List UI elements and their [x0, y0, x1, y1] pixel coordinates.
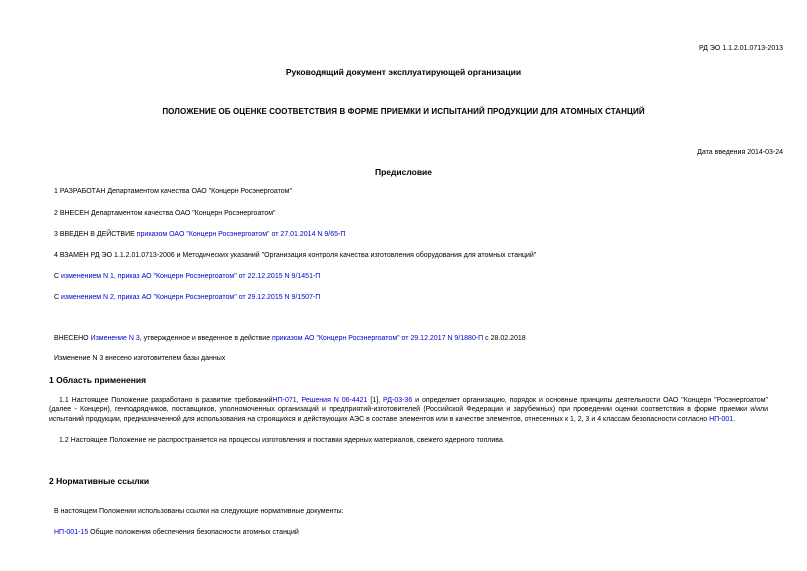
- preface-item-replaces: 4 ВЗАМЕН РД ЭО 1.1.2.01.0713-2006 и Методических указаний "Организация контроля качества изготовления оборудования для атомных станций": [54, 252, 537, 259]
- change-1-prefix: С: [54, 273, 61, 280]
- p1-text-a: 1.1 Настоящее Положение разработано в развитие требований: [59, 397, 273, 404]
- enactment-order-link[interactable]: приказом ОАО "Концерн Росэнергоатом" от 27.01.2014 N 9/65-П: [136, 231, 346, 238]
- change-1-link[interactable]: изменением N 1, приказ АО "Концерн Росэнергоатом" от 22.12.2015 N 9/1451-П: [61, 273, 321, 280]
- document-code: РД ЭО 1.1.2.01.0713-2013: [698, 45, 783, 52]
- preface-heading: Предисловие: [374, 167, 433, 177]
- introduction-date: Дата введения 2014-03-24: [697, 149, 783, 156]
- np-001-15-title: Общие положения обеспечения безопасности атомных станций: [88, 529, 299, 536]
- section-2-intro: В настоящем Положении использованы ссылки на следующие нормативные документы:: [54, 508, 344, 515]
- np-071-link[interactable]: НП-071: [272, 397, 297, 404]
- p1-separator: ,: [296, 397, 302, 404]
- section-1-paragraph-2: 1.2 Настоящее Положение не распространяется на процессы изготовления и поставки ядерных материалов, свежего ядерного топлива.: [59, 437, 505, 444]
- p1-text-b: [1],: [367, 397, 384, 404]
- change-2-prefix: С: [54, 294, 61, 301]
- np-001-15-link[interactable]: НП-001-15: [54, 529, 89, 536]
- change-3-prefix: ВНЕСЕНО: [54, 335, 91, 342]
- change-3-link[interactable]: Изменение N 3: [90, 335, 140, 342]
- change-3-note: Изменение N 3 внесено изготовителем базы данных: [54, 355, 226, 362]
- preface-item-submitted: 2 ВНЕСЕН Департаментом качества ОАО "Концерн Росэнергоатом": [54, 210, 276, 217]
- np-001-link[interactable]: НП-001: [709, 415, 734, 423]
- change-2-link[interactable]: изменением N 2, приказ АО "Концерн Росэнергоатом" от 29.12.2015 N 9/1507-П: [61, 294, 321, 301]
- preface-item-enacted-label: 3 ВВЕДЕН В ДЕЙСТВИЕ: [54, 231, 137, 238]
- document-main-title: ПОЛОЖЕНИЕ ОБ ОЦЕНКЕ СООТВЕТСТВИЯ В ФОРМЕ ПРИЕМКИ И ИСПЫТАНИЙ ПРОДУКЦИИ ДЛЯ АТОМНЫХ СТАНЦИЙ: [162, 107, 645, 116]
- change-1-line: [54, 272, 320, 281]
- change-3-order-link[interactable]: приказом АО "Концерн Росэнергоатом" от 29.12.2017 N 9/1880-П: [272, 335, 484, 342]
- section-2-heading: 2 Нормативные ссылки: [49, 476, 150, 486]
- change-3-line: [54, 334, 526, 343]
- p1-text-d: .: [733, 415, 736, 423]
- decision-06-4421-link[interactable]: Решения N 06-4421: [301, 397, 368, 404]
- reference-np-001-15: [54, 528, 299, 537]
- organization-document-title: Руководящий документ эксплуатирующей организации: [285, 67, 522, 77]
- p1-text-c: и определяет организацию, порядок и основные принципы деятельности ОАО "Концерн "Росэнергоатом" (далее - Концерн), генподрядчиков, поставщиков, уполномоченных организаций и предприятий-изготовителей (Российской Федерации и зарубежных) при проведении оценки соответствия в форме приемки и/или испытаний продукции, предназначенной для использования на строящихся и действующих АЭС в составе элементов или в качестве элементов, отнесенных к 1, 2, 3 и 4 классам безопасности согласно: [49, 397, 768, 423]
- change-3-middle: , утвержденное и введенное в действие: [139, 335, 273, 342]
- preface-item-enacted: [54, 230, 345, 239]
- rd-03-36-link[interactable]: РД-03-36: [383, 397, 413, 404]
- preface-item-developed: 1 РАЗРАБОТАН Департаментом качества ОАО "Концерн Росэнергоатом": [54, 188, 292, 195]
- section-1-paragraph-1: [49, 396, 768, 424]
- change-3-suffix: с 28.02.2018: [483, 335, 526, 342]
- section-1-heading: 1 Область применения: [49, 375, 147, 385]
- change-2-line: [54, 293, 320, 302]
